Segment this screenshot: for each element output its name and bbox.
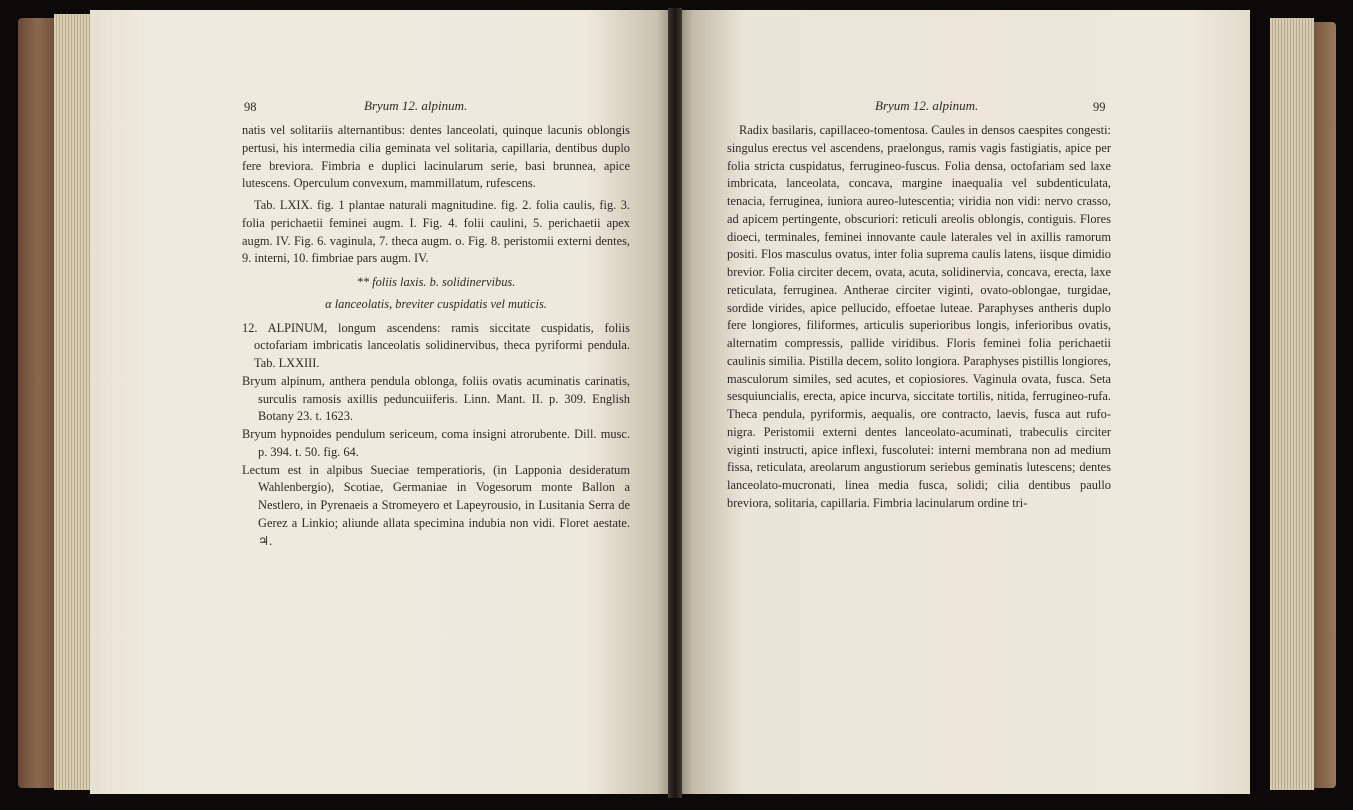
right-page-body	[727, 122, 1111, 513]
habitat: Lectum est in alpibus Sueciae temperatioris, (in Lapponia desideratum Wahlenbergio), Scotiae, Germaniae in Vogesorum monte Ballon a Nestlero, in Pyrenaeis a Stromeyero et Lapeyrousio, in Lusitania Serra de Gerez a Linkio; aliunde allata specimina indubia non vidi. Floret aestate. ♃.	[242, 462, 630, 548]
left-page	[90, 10, 675, 794]
page-edges-left	[54, 14, 94, 790]
book-cover-left	[18, 18, 58, 788]
left-page-body	[242, 122, 630, 550]
subsection-heading: α lanceolatis, breviter cuspidatis vel muticis.	[325, 296, 547, 311]
right-page-header	[735, 98, 1115, 116]
paragraph: Radix basilaris, capillaceo-tomentosa. Caules in densos caespites congesti: singulus erectus vel ascendens, praelongus, ramis vagis fastigiatis, apice per folia stricta cuspidatus, ferrugineo-fuscus. Folia densa, octofariam sed laxe imbricata, lanceolata, concava, margine inaequalia vel subdenticulata, tenacia, ferruginea, iuniora aureo-lutescentia; viridia non vidi: nervo crasso, ad apicem pertingente, obscuriori: reticuli areolis oblongis, contiguis. Flores dioeci, terminales, feminei innovante caule laterales vel in axillis ramorum positi. Flos masculus ovatus, inter folia suprema caulis latens, iisque dimidio brevior. Folia circiter decem, ovata, acuta, solidinervia, concava, erecta, laxe reticulata, ferruginea. Antherae circiter viginti, ovato-oblongae, turgidae, sordide virides, apice pellucido, effoetae luteae. Paraphyses antheris duplo fere longiores, filiformes, articulis superioribus longis, inferioribus ovatis, alternatim compressis, pallide viridibus. Floris feminei folia perichaetii caulinis similia. Pistilla decem, solito longiora. Paraphyses pistillis longiores, masculorum similes, sed acutes, et copiosiores. Vaginula ovata, fusca. Seta sesquiuncialis, erecta, apice incurva, siccitate tortilis, nitida, ferrugineo-rufa. Theca pendula, pyriformis, aequalis, ore contracto, laevis, fusca aut rufo-nigra. Peristomii externi dentes lanceolato-acuminati, trabeculis circiter viginti instructi, apice inflexi, fuscolutei: interni membrana non ad medium fissa, reticulata, areolarum angustiorum seriebus geminatis lutescens; dentes lanceolato-mucronati, linea media fusca, solidi; cilia dentibus paullo breviora, solitaria, capillaria. Fimbria lacinularum ordine tri-	[727, 123, 1111, 510]
synonym: Bryum hypnoides pendulum sericeum, coma insigni atrorubente. Dill. musc. p. 394. t. 50. fig. 64.	[242, 427, 630, 459]
synonym: Bryum alpinum, anthera pendula oblonga, foliis ovatis acuminatis carinatis, surculis ramosis axillis peduncuiiferis. Linn. Mant. II. p. 309. English Botany 23. t. 1623.	[242, 373, 630, 424]
right-page-number: 99	[1093, 100, 1106, 114]
paragraph: natis vel solitariis alternantibus: dentes lanceolati, quinque lacunis oblongis pertusi, his intermedia cilia geminata vel solitaria, capillaria, dentibus duplo fere breviora. Fimbria e duplici lacinularum serie, basi brunnea, apice lutescens. Operculum convexum, mammillatum, rufescens.	[242, 123, 630, 191]
book-gutter	[668, 8, 682, 798]
left-running-head: Bryum 12. alpinum.	[364, 98, 468, 113]
open-book	[18, 8, 1336, 802]
section-heading: ** foliis laxis. b. solidinervibus.	[356, 275, 516, 289]
right-running-head: Bryum 12. alpinum.	[875, 98, 979, 113]
paragraph: Tab. LXIX. fig. 1 plantae naturali magnitudine. fig. 2. folia caulis, fig. 3. folia perichaetii feminei augm. I. Fig. 4. folii caulini, 5. perichaetii apex augm. IV. Fig. 6. vaginula, 7. theca augm. o. Fig. 8. peristomii externi dentes, 9. interni, 10. fimbriae pars augm. IV.	[242, 198, 630, 266]
page-edges-right	[1270, 18, 1314, 790]
left-page-header	[244, 98, 644, 116]
left-page-number: 98	[244, 100, 257, 114]
species-entry: 12. ALPINUM, longum ascendens: ramis siccitate cuspidatis, foliis octofariam imbricatis lanceolatis solidinervibus, theca pyriformi pendula. Tab. LXXIII.	[242, 320, 630, 370]
right-page	[675, 10, 1250, 794]
